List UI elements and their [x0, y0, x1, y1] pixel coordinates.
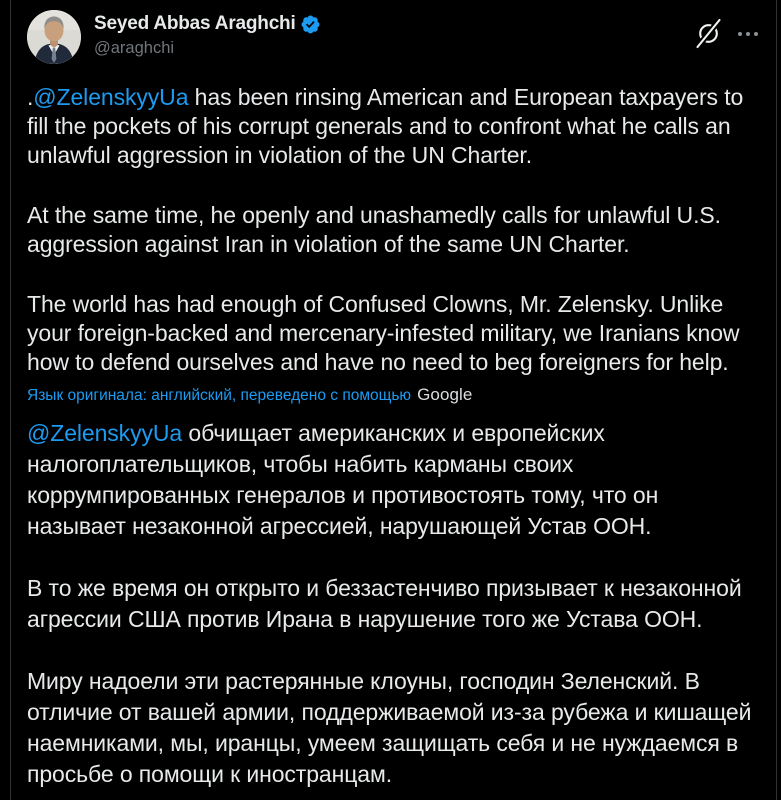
dot-icon	[746, 32, 750, 36]
dot-icon	[754, 32, 758, 36]
name-row	[94, 13, 321, 35]
tweet-paragraph-ru-3: Миру надоели эти растерянные клоуны, господин Зеленский. В отличие от вашей армии, поддерживаемой из-за рубежа и кишащей наемниками, мы, иранцы, умеем защищать себя и не нуждаемся в просьбе о помощи к иностранцам.	[27, 668, 752, 787]
grok-icon[interactable]	[695, 18, 722, 49]
paragraph-text: обчищает американских и европейских налогоплательщиков, чтобы набить карманы своих коррумпированных генералов и противостоять тому, что он называет незаконной агрессией, нарушающей Устав ООН.	[27, 420, 659, 539]
verified-badge-icon	[300, 14, 321, 35]
tweet-header	[27, 10, 760, 64]
user-identity	[94, 10, 321, 58]
header-actions	[695, 10, 760, 49]
dot-icon	[738, 32, 742, 36]
mention-link-zelenskyyua-ru[interactable]: @ZelenskyyUa	[27, 420, 183, 446]
google-logo-text: Google	[417, 385, 473, 404]
display-name[interactable]: Seyed Abbas Araghchi	[94, 13, 296, 34]
tweet-column	[10, 0, 777, 800]
translation-source-link[interactable]: Язык оригинала: английский, переведено с помощью	[27, 387, 412, 404]
tweet-paragraph-en-2: At the same time, he openly and unashamedly calls for unlawful U.S. aggression against Iran in violation of the same UN Charter.	[27, 202, 721, 257]
avatar-image	[27, 10, 81, 64]
tweet-body	[27, 83, 760, 790]
more-menu-button[interactable]	[738, 28, 758, 40]
tweet-paragraph-ru-1	[27, 418, 760, 542]
user-handle[interactable]: @araghchi	[94, 39, 175, 57]
tweet-paragraph-en-1	[27, 83, 760, 170]
avatar[interactable]	[27, 10, 81, 64]
mention-link-zelenskyyua[interactable]: @ZelenskyyUa	[33, 84, 189, 110]
tweet-paragraph-ru-2: В то же время он открыто и беззастенчиво призывает к незаконной агрессии США против Ирана в нарушение того же Устава ООН.	[27, 575, 742, 632]
tweet-paragraph-en-3: The world has had enough of Confused Clowns, Mr. Zelensky. Unlike your foreign-backed and mercenary-infested military, we Iranians know how to defend ourselves and have no need to beg foreigners for help.	[27, 291, 740, 375]
paragraph-text: has been rinsing American and European taxpayers to fill the pockets of his corrupt generals and to confront what he calls an unlawful aggression in violation of the UN Charter.	[27, 84, 744, 168]
translation-note	[27, 385, 760, 406]
mention-prefix: .	[27, 84, 34, 110]
